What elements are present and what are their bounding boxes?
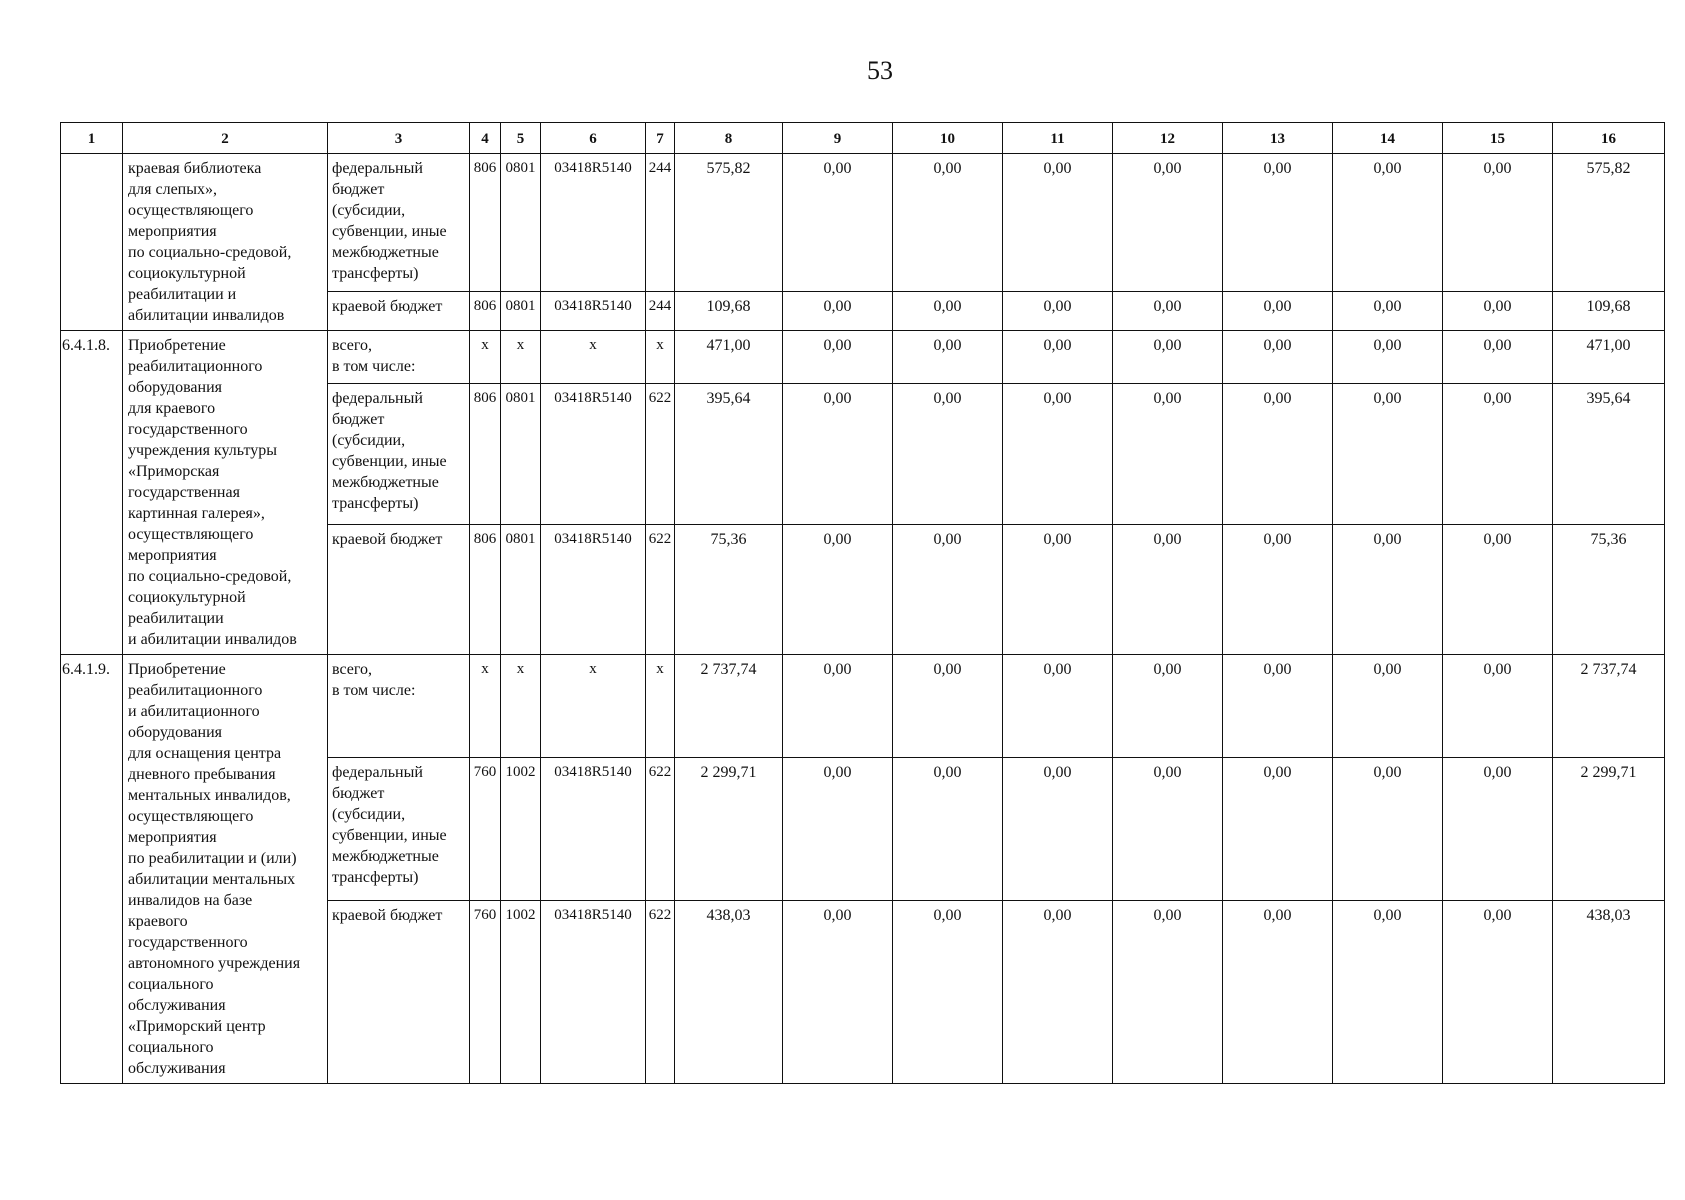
column-header-12: 12 — [1113, 123, 1223, 154]
amount-col-10: 0,00 — [893, 758, 1003, 900]
amount-col-10: 0,00 — [893, 655, 1003, 758]
amount-col-11: 0,00 — [1003, 758, 1113, 900]
column-header-13: 13 — [1223, 123, 1333, 154]
item-number: 6.4.1.8. — [61, 331, 123, 655]
amount-col-15: 0,00 — [1443, 154, 1553, 292]
column-header-11: 11 — [1003, 123, 1113, 154]
amount-col-8: 471,00 — [675, 331, 783, 384]
amount-col-9: 0,00 — [783, 292, 893, 331]
amount-col-14: 0,00 — [1333, 331, 1443, 384]
amount-col-12: 0,00 — [1113, 331, 1223, 384]
code-expense-type: 622 — [646, 900, 675, 1083]
amount-col-9: 0,00 — [783, 900, 893, 1083]
item-number — [61, 154, 123, 331]
code-expense-type: 622 — [646, 758, 675, 900]
amount-col-11: 0,00 — [1003, 655, 1113, 758]
amount-col-8: 2 737,74 — [675, 655, 783, 758]
amount-col-13: 0,00 — [1223, 292, 1333, 331]
code-target: 03418R5140 — [541, 384, 646, 525]
amount-col-14: 0,00 — [1333, 525, 1443, 655]
amount-col-12: 0,00 — [1113, 384, 1223, 525]
amount-col-8: 75,36 — [675, 525, 783, 655]
amount-col-14: 0,00 — [1333, 384, 1443, 525]
amount-col-11: 0,00 — [1003, 384, 1113, 525]
amount-col-8: 2 299,71 — [675, 758, 783, 900]
amount-col-15: 0,00 — [1443, 331, 1553, 384]
column-header-16: 16 — [1553, 123, 1665, 154]
item-number: 6.4.1.9. — [61, 655, 123, 1084]
amount-col-13: 0,00 — [1223, 758, 1333, 900]
code-section: 1002 — [501, 900, 541, 1083]
amount-col-9: 0,00 — [783, 154, 893, 292]
amount-col-14: 0,00 — [1333, 900, 1443, 1083]
amount-col-8: 575,82 — [675, 154, 783, 292]
amount-col-9: 0,00 — [783, 331, 893, 384]
column-header-2: 2 — [123, 123, 328, 154]
amount-col-11: 0,00 — [1003, 292, 1113, 331]
funding-source: краевой бюджет — [328, 900, 470, 1083]
amount-col-15: 0,00 — [1443, 525, 1553, 655]
column-header-3: 3 — [328, 123, 470, 154]
amount-col-12: 0,00 — [1113, 900, 1223, 1083]
amount-col-9: 0,00 — [783, 655, 893, 758]
column-header-8: 8 — [675, 123, 783, 154]
table-row — [61, 154, 1665, 292]
funding-source: федеральный бюджет (субсидии, субвенции, иные межбюджетные трансферты) — [328, 154, 470, 292]
funding-source: краевой бюджет — [328, 292, 470, 331]
item-description: Приобретение реабилитационного и абилитационного оборудования для оснащения центра дневного пребывания ментальных инвалидов, осуществляющего мероприятия по реабилитации и (или) абилитации ментальных инвалидов на базе краевого государственного автономного учреждения социального обслуживания «Приморский центр социального обслуживания — [123, 655, 328, 1084]
code-target: 03418R5140 — [541, 154, 646, 292]
code-grbs: 806 — [470, 525, 501, 655]
amount-col-13: 0,00 — [1223, 900, 1333, 1083]
code-grbs: x — [470, 655, 501, 758]
code-section: x — [501, 655, 541, 758]
code-target: x — [541, 331, 646, 384]
code-target: 03418R5140 — [541, 292, 646, 331]
code-expense-type: 622 — [646, 525, 675, 655]
amount-col-16: 2 737,74 — [1553, 655, 1665, 758]
code-target: 03418R5140 — [541, 525, 646, 655]
amount-col-9: 0,00 — [783, 384, 893, 525]
amount-col-10: 0,00 — [893, 331, 1003, 384]
amount-col-10: 0,00 — [893, 384, 1003, 525]
amount-col-16: 395,64 — [1553, 384, 1665, 525]
amount-col-14: 0,00 — [1333, 758, 1443, 900]
amount-col-10: 0,00 — [893, 292, 1003, 331]
code-target: 03418R5140 — [541, 758, 646, 900]
column-header-10: 10 — [893, 123, 1003, 154]
amount-col-13: 0,00 — [1223, 655, 1333, 758]
code-section: 0801 — [501, 384, 541, 525]
column-header-9: 9 — [783, 123, 893, 154]
amount-col-14: 0,00 — [1333, 655, 1443, 758]
funding-source: краевой бюджет — [328, 525, 470, 655]
amount-col-14: 0,00 — [1333, 154, 1443, 292]
amount-col-16: 471,00 — [1553, 331, 1665, 384]
amount-col-9: 0,00 — [783, 525, 893, 655]
code-section: 0801 — [501, 154, 541, 292]
amount-col-13: 0,00 — [1223, 384, 1333, 525]
code-section: 0801 — [501, 292, 541, 331]
column-header-14: 14 — [1333, 123, 1443, 154]
amount-col-15: 0,00 — [1443, 900, 1553, 1083]
code-grbs: 760 — [470, 758, 501, 900]
funding-source: всего, в том числе: — [328, 331, 470, 384]
amount-col-9: 0,00 — [783, 758, 893, 900]
amount-col-14: 0,00 — [1333, 292, 1443, 331]
code-expense-type: x — [646, 331, 675, 384]
amount-col-15: 0,00 — [1443, 758, 1553, 900]
code-expense-type: 244 — [646, 154, 675, 292]
table-row — [61, 331, 1665, 384]
table-row — [61, 655, 1665, 758]
amount-col-16: 575,82 — [1553, 154, 1665, 292]
column-header-6: 6 — [541, 123, 646, 154]
amount-col-15: 0,00 — [1443, 655, 1553, 758]
code-grbs: 760 — [470, 900, 501, 1083]
amount-col-13: 0,00 — [1223, 154, 1333, 292]
code-expense-type: x — [646, 655, 675, 758]
code-expense-type: 244 — [646, 292, 675, 331]
amount-col-12: 0,00 — [1113, 154, 1223, 292]
code-section: 0801 — [501, 525, 541, 655]
amount-col-12: 0,00 — [1113, 292, 1223, 331]
amount-col-10: 0,00 — [893, 900, 1003, 1083]
amount-col-16: 109,68 — [1553, 292, 1665, 331]
amount-col-13: 0,00 — [1223, 525, 1333, 655]
item-description: Приобретение реабилитационного оборудования для краевого государственного учреждения культуры «Приморская государственная картинная галерея», осуществляющего мероприятия по социально-средовой, социокультурной реабилитации и абилитации инвалидов — [123, 331, 328, 655]
column-header-5: 5 — [501, 123, 541, 154]
amount-col-11: 0,00 — [1003, 154, 1113, 292]
code-grbs: 806 — [470, 384, 501, 525]
code-grbs: 806 — [470, 154, 501, 292]
code-target: 03418R5140 — [541, 900, 646, 1083]
amount-col-11: 0,00 — [1003, 525, 1113, 655]
item-description: краевая библиотека для слепых», осуществляющего мероприятия по социально-средовой, социокультурной реабилитации и абилитации инвалидов — [123, 154, 328, 331]
funding-source: федеральный бюджет (субсидии, субвенции, иные межбюджетные трансферты) — [328, 758, 470, 900]
amount-col-15: 0,00 — [1443, 292, 1553, 331]
amount-col-16: 2 299,71 — [1553, 758, 1665, 900]
column-header-1: 1 — [61, 123, 123, 154]
amount-col-13: 0,00 — [1223, 331, 1333, 384]
page-number: 53 — [867, 56, 893, 85]
budget-table — [60, 122, 1665, 1084]
column-header-15: 15 — [1443, 123, 1553, 154]
code-expense-type: 622 — [646, 384, 675, 525]
amount-col-10: 0,00 — [893, 154, 1003, 292]
amount-col-12: 0,00 — [1113, 655, 1223, 758]
amount-col-15: 0,00 — [1443, 384, 1553, 525]
amount-col-12: 0,00 — [1113, 758, 1223, 900]
code-section: x — [501, 331, 541, 384]
amount-col-12: 0,00 — [1113, 525, 1223, 655]
amount-col-8: 395,64 — [675, 384, 783, 525]
amount-col-16: 75,36 — [1553, 525, 1665, 655]
amount-col-8: 109,68 — [675, 292, 783, 331]
amount-col-10: 0,00 — [893, 525, 1003, 655]
column-header-4: 4 — [470, 123, 501, 154]
table-body — [61, 154, 1665, 1084]
code-section: 1002 — [501, 758, 541, 900]
amount-col-8: 438,03 — [675, 900, 783, 1083]
amount-col-16: 438,03 — [1553, 900, 1665, 1083]
header-row — [61, 123, 1665, 154]
funding-source: всего, в том числе: — [328, 655, 470, 758]
amount-col-11: 0,00 — [1003, 900, 1113, 1083]
code-target: x — [541, 655, 646, 758]
code-grbs: x — [470, 331, 501, 384]
amount-col-11: 0,00 — [1003, 331, 1113, 384]
column-header-7: 7 — [646, 123, 675, 154]
code-grbs: 806 — [470, 292, 501, 331]
funding-source: федеральный бюджет (субсидии, субвенции, иные межбюджетные трансферты) — [328, 384, 470, 525]
